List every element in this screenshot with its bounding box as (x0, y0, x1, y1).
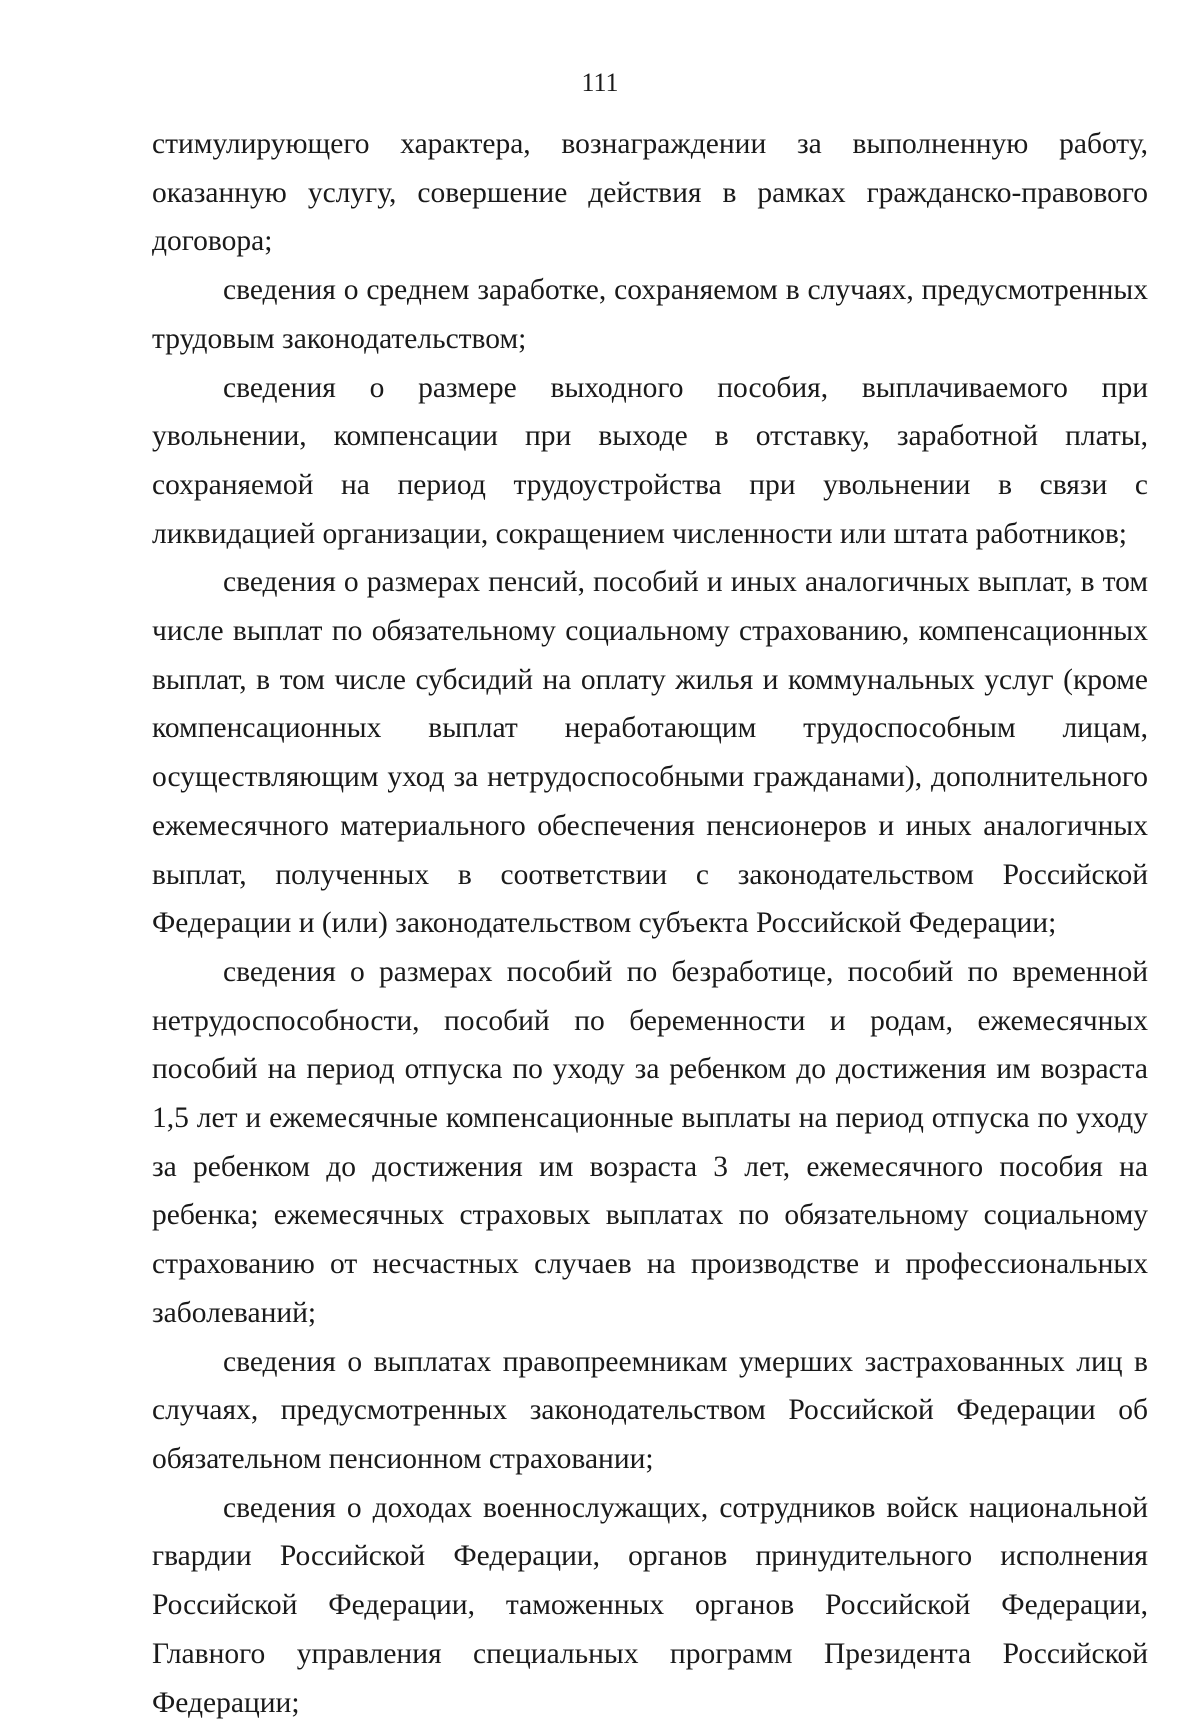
document-body (152, 120, 1148, 1727)
paragraph-severance-pay: сведения о размере выходного пособия, выплачиваемого при увольнении, компенсации при выходе в отставку, заработной платы, сохраняемой на период трудоустройства при увольнении в связи с ликвидацией организации, сокращением численности или штата работников; (152, 371, 1148, 550)
paragraph-continuation: стимулирующего характера, вознаграждении за выполненную работу, оказанную услугу, совершение действия в рамках гражданско-правового договора; (152, 128, 1148, 258)
paragraph-average-earnings: сведения о среднем заработке, сохраняемом в случаях, предусмотренных трудовым законодательством; (152, 274, 1148, 355)
paragraph-military-income: сведения о доходах военнослужащих, сотрудников войск национальной гвардии Российской Федерации, органов принудительного исполнения Российской Федерации, таможенных органов Российской Федерации, Главного управления специальных программ Президента Российской Федерации; (152, 1491, 1148, 1719)
paragraph-unemployment-benefits: сведения о размерах пособий по безработице, пособий по временной нетрудоспособности, пособий по беременности и родам, ежемесячных пособий на период отпуска по уходу за ребенком до достижения им возраста 1,5 лет и ежемесячные компенсационные выплаты на период отпуска по уходу за ребенком до достижения им возраста 3 лет, ежемесячного пособия на ребенка; ежемесячных страховых выплатах по обязательному социальному страхованию от несчастных случаев на производстве и профессиональных заболеваний; (152, 955, 1148, 1329)
page-number: 111 (581, 68, 619, 97)
paragraph-successor-payments: сведения о выплатах правопреемникам умерших застрахованных лиц в случаях, предусмотренных законодательством Российской Федерации об обязательном пенсионном страховании; (152, 1345, 1148, 1475)
paragraph-pensions-benefits: сведения о размерах пенсий, пособий и иных аналогичных выплат, в том числе выплат по обязательному социальному страхованию, компенсационных выплат, в том числе субсидий на оплату жилья и коммунальных услуг (кроме компенсационных выплат неработающим трудоспособным лицам, осуществляющим уход за нетрудоспособными гражданами), дополнительного ежемесячного материального обеспечения пенсионеров и иных аналогичных выплат, полученных в соответствии с законодательством Российской Федерации и (или) законодательством субъекта Российской Федерации; (152, 566, 1148, 940)
